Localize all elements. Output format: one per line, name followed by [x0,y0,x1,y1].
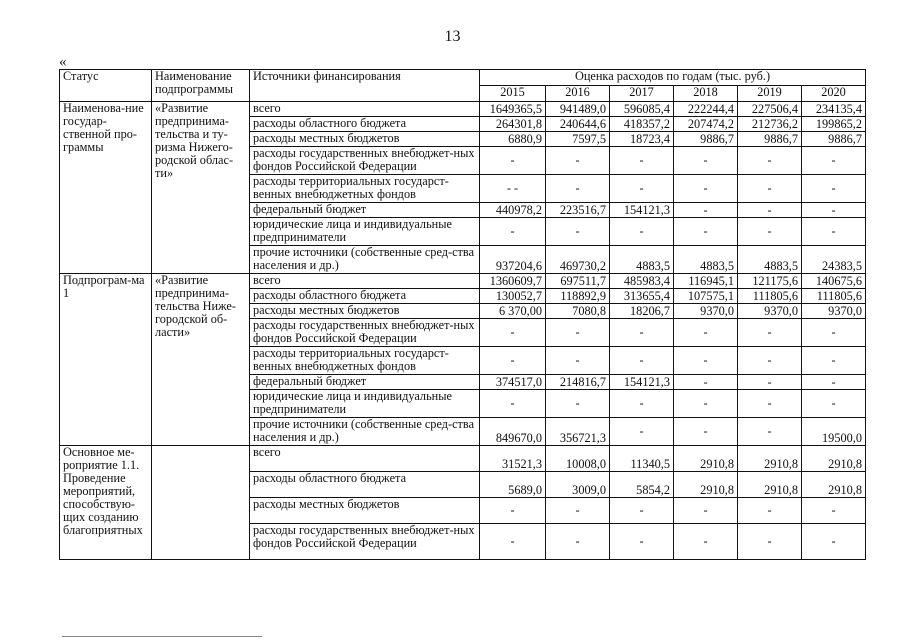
value-cell: 111805,6 [738,289,802,304]
value-cell: 596085,4 [610,102,674,117]
value-cell: - [738,418,802,446]
value-cell: 223516,7 [546,203,610,218]
value-cell: 2910,8 [738,472,802,498]
value-cell: 5689,0 [480,472,546,498]
value-cell: - [610,319,674,347]
value-cell: 31521,3 [480,446,546,472]
value-cell: - [802,524,866,560]
value-cell: 2910,8 [674,446,738,472]
value-cell: - [738,375,802,390]
value-cell: 2910,8 [802,446,866,472]
header-estimate: Оценка расходов по годам (тыс. руб.) [480,70,866,86]
value-cell: 118892,9 [546,289,610,304]
value-cell: 5854,2 [610,472,674,498]
value-cell: 9370,0 [738,304,802,319]
value-cell: - [674,498,738,524]
header-name: Наименование подпрограммы [152,70,250,102]
value-cell: 418357,2 [610,117,674,132]
value-cell: - [610,498,674,524]
value-cell: 111805,6 [802,289,866,304]
value-cell: 3009,0 [546,472,610,498]
table-row [60,274,866,289]
source-cell: расходы государственных внебюджет-ных фондов Российской Федерации [250,147,480,175]
header-year: 2019 [738,86,802,102]
value-cell: 207474,2 [674,117,738,132]
value-cell: - [546,347,610,375]
source-cell: расходы местных бюджетов [250,132,480,147]
value-cell: - [480,218,546,246]
source-cell: всего [250,102,480,117]
value-cell: 313655,4 [610,289,674,304]
header-year: 2017 [610,86,674,102]
page-number: 13 [444,28,461,45]
value-cell: - [738,175,802,203]
status-cell: Наименова-ние государ-ственной про-граммы [60,102,152,274]
value-cell: 130052,7 [480,289,546,304]
financing-table [59,69,866,560]
value-cell: - [674,524,738,560]
value-cell: 9886,7 [738,132,802,147]
value-cell: 107575,1 [674,289,738,304]
value-cell: 11340,5 [610,446,674,472]
value-cell: - [674,175,738,203]
program-name-cell: «Развитие предпринима-тельства Ниже-городской об-ласти» [152,274,250,446]
value-cell: - [738,347,802,375]
program-name-cell [152,446,250,560]
value-cell: 154121,3 [610,203,674,218]
source-cell: расходы областного бюджета [250,472,480,498]
value-cell: 10008,0 [546,446,610,472]
source-cell: расходы территориальных государст-венных внебюджетных фондов [250,175,480,203]
value-cell: - [480,147,546,175]
value-cell: 214816,7 [546,375,610,390]
value-cell: 7597,5 [546,132,610,147]
source-cell: юридические лица и индивидуальные предприниматели [250,390,480,418]
value-cell: 7080,8 [546,304,610,319]
value-cell: - [738,203,802,218]
value-cell: - [674,418,738,446]
value-cell: 356721,3 [546,418,610,446]
value-cell: 227506,4 [738,102,802,117]
value-cell: 9886,7 [674,132,738,147]
source-cell: прочие источники (собственные сред-ства населения и др.) [250,418,480,446]
value-cell: - [546,218,610,246]
value-cell: - [610,418,674,446]
value-cell: - [546,319,610,347]
value-cell: 140675,6 [802,274,866,289]
header-year: 2020 [802,86,866,102]
value-cell: - [480,524,546,560]
value-cell: 212736,2 [738,117,802,132]
source-cell: всего [250,446,480,472]
value-cell: - [674,218,738,246]
value-cell: 1649365,5 [480,102,546,117]
value-cell: 240644,6 [546,117,610,132]
value-cell: 941489,0 [546,102,610,117]
source-cell: расходы государственных внебюджет-ных фондов Российской Федерации [250,319,480,347]
value-cell: - [480,347,546,375]
value-cell: - [738,319,802,347]
value-cell: - [738,498,802,524]
value-cell: 9370,0 [674,304,738,319]
source-cell: федеральный бюджет [250,375,480,390]
page-edge-line [62,636,262,637]
value-cell: - [802,319,866,347]
value-cell: - [674,375,738,390]
value-cell: 485983,4 [610,274,674,289]
value-cell: 24383,5 [802,246,866,274]
value-cell: - [674,203,738,218]
value-cell: - [802,375,866,390]
value-cell: 116945,1 [674,274,738,289]
value-cell: - [802,498,866,524]
value-cell: - [480,498,546,524]
value-cell: - [674,347,738,375]
value-cell: - [802,390,866,418]
program-name-cell: «Развитие предпринима-тельства и ту-ризма Нижего-родской облас-ти» [152,102,250,274]
value-cell: - [738,147,802,175]
value-cell: - [674,319,738,347]
value-cell: - [546,498,610,524]
header-year: 2018 [674,86,738,102]
value-cell: - - [480,175,546,203]
value-cell: 9370,0 [802,304,866,319]
source-cell: расходы областного бюджета [250,289,480,304]
value-cell: 199865,2 [802,117,866,132]
value-cell: - [610,147,674,175]
value-cell: 19500,0 [802,418,866,446]
value-cell: 4883,5 [610,246,674,274]
value-cell: 18723,4 [610,132,674,147]
value-cell: - [802,175,866,203]
value-cell: - [480,390,546,418]
source-cell: прочие источники (собственные сред-ства населения и др.) [250,246,480,274]
value-cell: 4883,5 [674,246,738,274]
value-cell: - [480,319,546,347]
source-cell: расходы государственных внебюджет-ных фондов Российской Федерации [250,524,480,560]
header-year: 2015 [480,86,546,102]
value-cell: - [546,390,610,418]
value-cell: 469730,2 [546,246,610,274]
value-cell: 2910,8 [674,472,738,498]
value-cell: 154121,3 [610,375,674,390]
value-cell: 440978,2 [480,203,546,218]
value-cell: 2910,8 [738,446,802,472]
source-cell: расходы территориальных государст-венных внебюджетных фондов [250,347,480,375]
table-row [60,446,866,472]
value-cell: 6880,9 [480,132,546,147]
value-cell: 9886,7 [802,132,866,147]
value-cell: 937204,6 [480,246,546,274]
source-cell: расходы областного бюджета [250,117,480,132]
value-cell: - [610,524,674,560]
value-cell: - [802,147,866,175]
header-sources: Источники финансирования [250,70,480,102]
table-row [60,102,866,117]
value-cell: - [610,347,674,375]
value-cell: 234135,4 [802,102,866,117]
value-cell: 18206,7 [610,304,674,319]
value-cell: - [802,218,866,246]
value-cell: - [738,524,802,560]
source-cell: расходы местных бюджетов [250,498,480,524]
source-cell: федеральный бюджет [250,203,480,218]
value-cell: - [610,218,674,246]
value-cell: 697511,7 [546,274,610,289]
value-cell: - [674,390,738,418]
status-cell: Подпрограм-ма 1 [60,274,152,446]
value-cell: - [738,218,802,246]
value-cell: - [610,175,674,203]
value-cell: - [546,524,610,560]
source-cell: юридические лица и индивидуальные предприниматели [250,218,480,246]
value-cell: - [802,203,866,218]
status-cell: Основное ме-роприятие 1.1. Проведение мероприятий, способствую-щих созданию благоприятных [60,446,152,560]
source-cell: всего [250,274,480,289]
value-cell: - [674,147,738,175]
value-cell: 222244,4 [674,102,738,117]
value-cell: - [546,147,610,175]
quote-mark: « [59,54,67,70]
value-cell: - [802,347,866,375]
source-cell: расходы местных бюджетов [250,304,480,319]
header-status: Статус [60,70,152,102]
value-cell: 121175,6 [738,274,802,289]
value-cell: 849670,0 [480,418,546,446]
header-year: 2016 [546,86,610,102]
value-cell: - [738,390,802,418]
value-cell: 4883,5 [738,246,802,274]
value-cell: 2910,8 [802,472,866,498]
value-cell: 264301,8 [480,117,546,132]
value-cell: 374517,0 [480,375,546,390]
value-cell: 1360609,7 [480,274,546,289]
value-cell: 6 370,00 [480,304,546,319]
value-cell: - [546,175,610,203]
value-cell: - [610,390,674,418]
